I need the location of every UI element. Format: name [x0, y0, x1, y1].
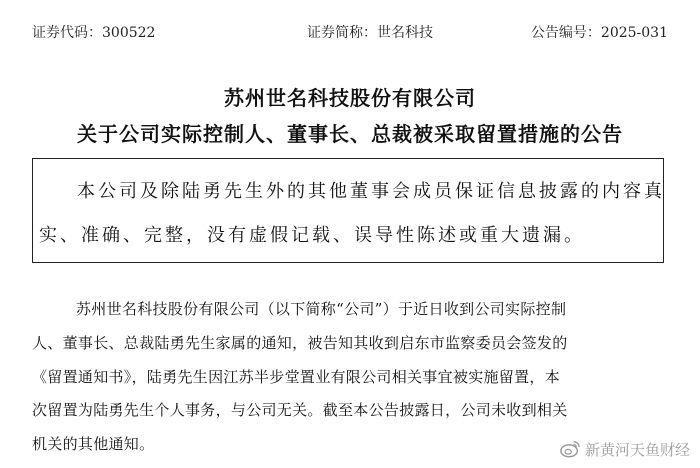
- announcement-title: 关于公司实际控制人、董事长、总裁被采取留置措施的公告: [77, 122, 623, 146]
- company-title: 苏州世名科技股份有限公司: [224, 86, 476, 110]
- watermark-text: 新黄河天鱼财经: [584, 440, 690, 459]
- disclaimer-line-2: 实、准确、完整，没有虚假记载、误导性陈述或重大遗漏。: [39, 225, 585, 246]
- disclaimer-line-1: 本公司及除陆勇先生外的其他董事会成员保证信息披露的内容真: [77, 181, 665, 202]
- watermark: [559, 438, 690, 460]
- body-line-3: 《留置通知书》，陆勇先生因江苏半步堂置业有限公司相关事宜被实施留置，本: [32, 368, 561, 386]
- body-line-1: 苏州世名科技股份有限公司（以下简称“公司”）于近日收到公司实际控制: [76, 300, 567, 318]
- stock-code: 证券代码：300522: [32, 25, 156, 41]
- body-line-5: 机关的其他通知。: [32, 435, 155, 453]
- body-line-2: 人、董事长、总裁陆勇先生家属的通知，被告知其收到启东市监察委员会签发的: [32, 334, 568, 352]
- weibo-icon: [559, 439, 581, 459]
- body-line-4: 次留置为陆勇先生个人事务，与公司无关。截至本公告披露日，公司未收到相关: [32, 401, 568, 419]
- stock-abbreviation: 证券简称：世名科技: [307, 25, 433, 41]
- announcement-header: [32, 22, 668, 44]
- notice-number: 公告编号：2025-031: [530, 25, 668, 41]
- disclaimer-box: [32, 158, 664, 263]
